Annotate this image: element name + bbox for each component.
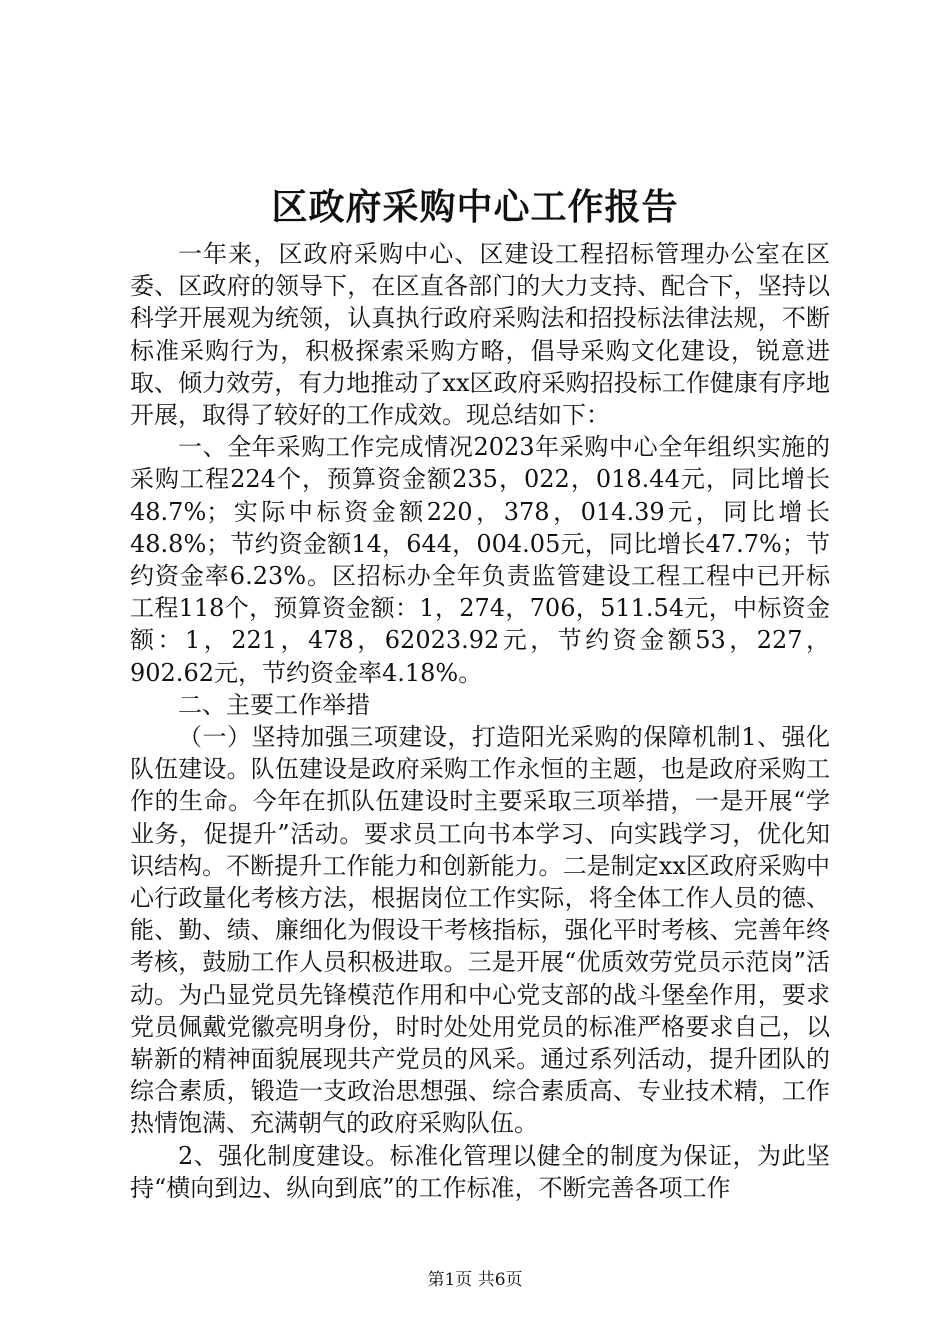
paragraph-subsection-2: 2、强化制度建设。标准化管理以健全的制度为保证，为此坚持“横向到边、纵向到底”的工作标准，不断完善各项工作: [130, 1141, 830, 1202]
paragraph-section-2-heading: 二、主要工作举措: [178, 690, 370, 719]
paragraph-section-1: 一、全年采购工作完成情况2023年采购中心全年组织实施的采购工程224个，预算资金额235，022，018.44元，同比增长48.7%；实际中标资金额220，378，014.39元，同比增长48.8%；节约资金额14，644，004.05元，同比增长47.7%；节约资金率6.23%。区招标办全年负责监管建设工程工程中已开标工程118个，预算资金额：1，274，706，511.54元，中标资金额：1，221，478，62023.92元，节约资金额53，227，902.62元，节约资金率4.18%。: [130, 433, 830, 687]
paragraph-subsection-1: （一）坚持加强三项建设，打造阳光采购的保障机制1、强化队伍建设。队伍建设是政府采购工作永恒的主题，也是政府采购工作的生命。今年在抓队伍建设时主要采取三项举措，一是开展“学业务，促提升”活动。要求员工向书本学习、向实践学习，优化知识结构。不断提升工作能力和创新能力。二是制定xx区政府采购中心行政量化考核方法，根据岗位工作实际，将全体工作人员的德、能、勤、绩、廉细化为假设干考核指标，强化平时考核、完善年终考核，鼓励工作人员积极进取。三是开展“优质效劳党员示范岗”活动。为凸显党员先锋模范作用和中心党支部的战斗堡垒作用，要求党员佩戴党徽亮明身份，时时处处用党员的标准严格要求自己，以崭新的精神面貌展现共产党员的风采。通过系列活动，提升团队的综合素质，锻造一支政治思想强、综合素质高、专业技术精，工作热情饱满、充满朝气的政府采购队伍。: [130, 723, 830, 1138]
page-footer: 第1页 共6页: [427, 1270, 523, 1290]
document-body: [130, 238, 830, 1204]
paragraph-intro: 一年来，区政府采购中心、区建设工程招标管理办公室在区委、区政府的领导下，在区直各部门的大力支持、配合下，坚持以科学开展观为统领，认真执行政府采购法和招投标法律法规，不断标准采购行为，积极探索采购方略，倡导采购文化建设，锐意进取、倾力效劳，有力地推动了xx区政府采购招投标工作健康有序地开展，取得了较好的工作成效。现总结如下：: [130, 240, 830, 430]
document-title: 区政府采购中心工作报告: [271, 186, 679, 228]
